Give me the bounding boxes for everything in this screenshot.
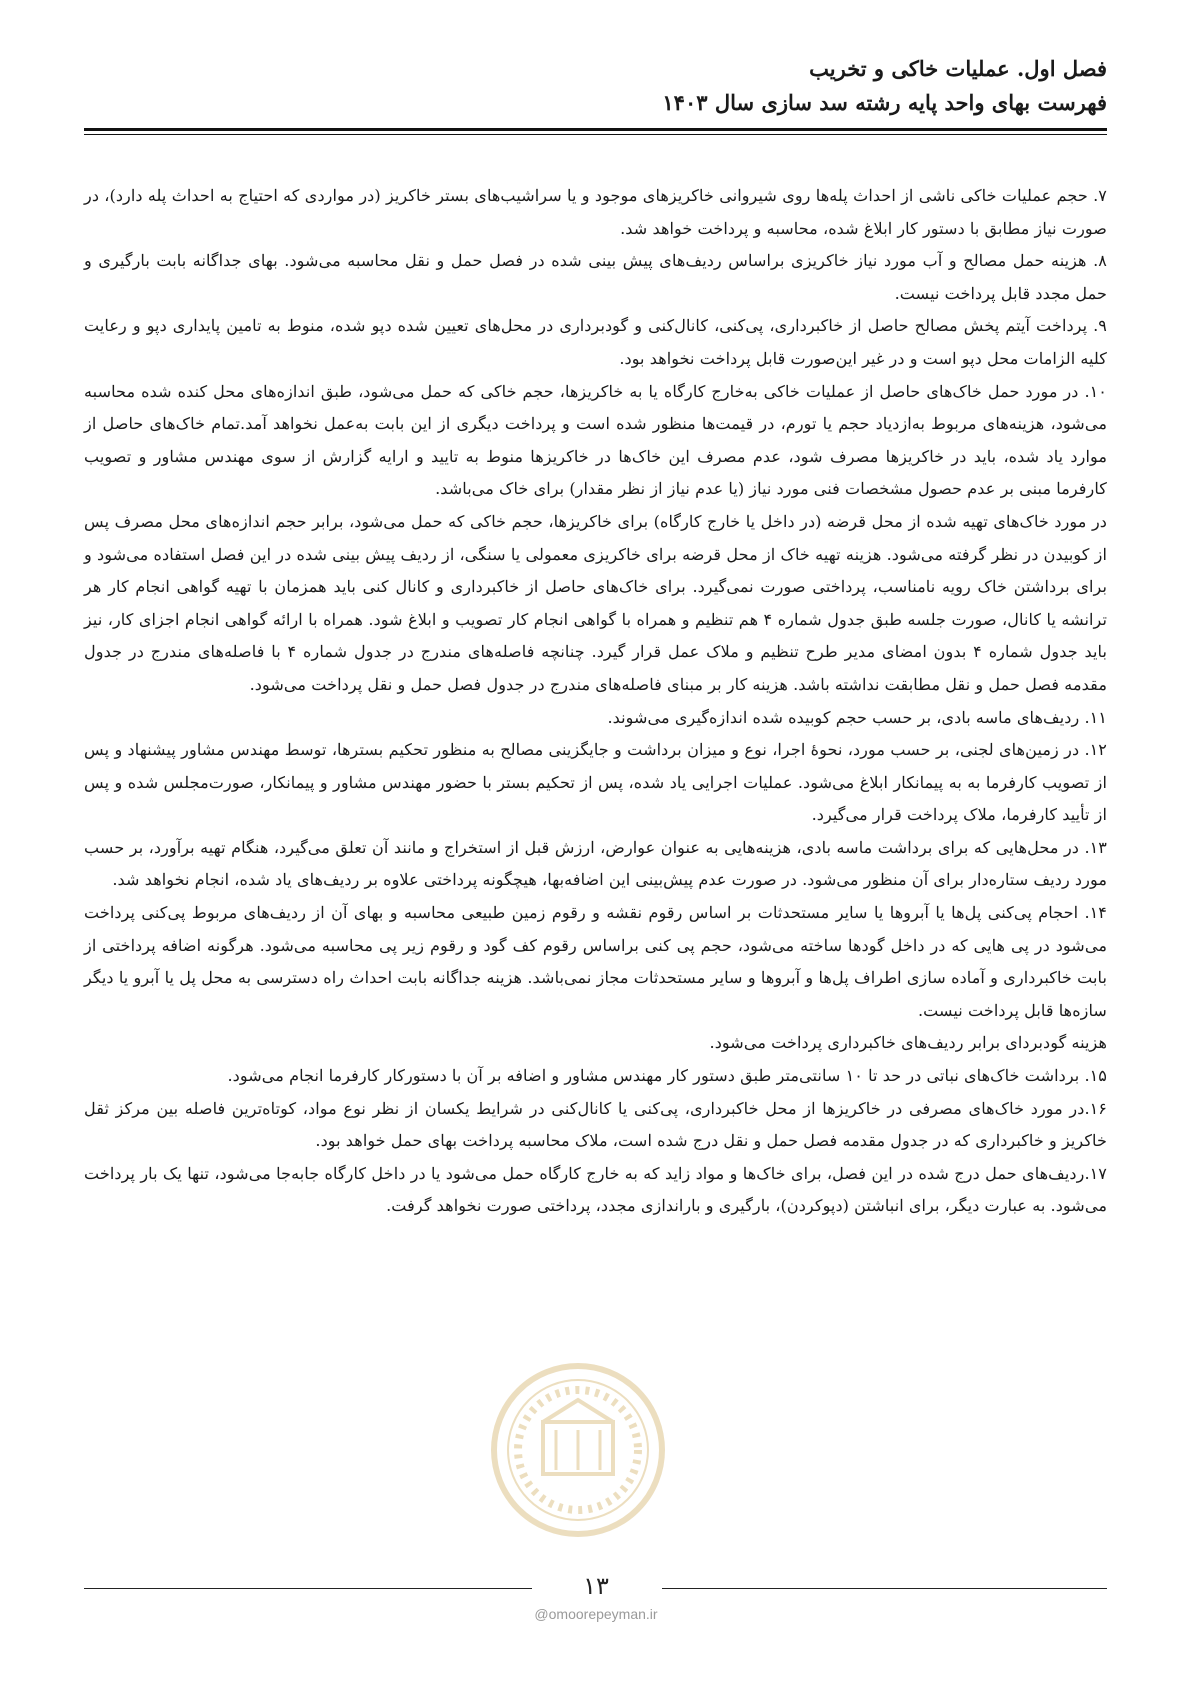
paragraph-8: ۸. هزینه حمل مصالح و آب مورد نیاز خاکریزی براساس ردیف‌های پیش بینی شده در فصل حمل و نقل محاسبه می‌شود. بهای جداگانه بابت بارگیری و حمل مجدد قابل پرداخت نیست.: [84, 251, 1107, 303]
paragraph-14-excavation-cost: هزینه گودبردای برابر ردیف‌های خاکبرداری پرداخت می‌شود.: [709, 1033, 1107, 1053]
footer-rule-left: [84, 1588, 532, 1589]
paragraph-10-borrow-pit: در مورد خاک‌های تهیه شده از محل قرضه (در داخل یا خارج کارگاه) برای خاکریزها، حجم خاکی که حمل می‌شود، برابر حجم اندازه‌های محل مصرف پس از کوبیدن در نظر گرفته می‌شود. هزینه تهیه خاک از محل قرضه برای خاکریزی معمولی یا سنگی، از ردیف پیش بینی شده در این فصل استفاده می‌شود و برای برداشتن خاک رویه نامناسب، پرداختی صورت نمی‌گیرد. برای خاک‌های حاصل از خاکبرداری و کانال کنی باید همزمان با تهیه گواهی انجام کار هر ترانشه یا کانال، صورت جلسه طبق جدول شماره ۴ هم تنظیم و همراه با گواهی انجام کار تصویب و ابلاغ شود. همراه با ارائه گواهی انجام اجزای کار، نیز باید جدول شماره ۴ بدون امضای مدیر طرح تنظیم و ملاک عمل قرار گیرد. چنانچه فاصله‌های مندرج در جدول شماره ۴ با فاصله‌های مندرج در جدول مقدمه فصل حمل و نقل مطابقت نداشته باشد. هزینه کار بر مبنای فاصله‌های مندرج در جدول فصل حمل و نقل پرداخت می‌شود.: [84, 511, 1107, 694]
website-watermark: @omoorepeyman.ir: [534, 1606, 658, 1622]
header-rule-thin: [84, 134, 1107, 135]
footer-rule-right: [662, 1588, 1107, 1589]
paragraph-14: ۱۴. احجام پی‌کنی پل‌ها یا آبروها یا سایر مستحدثات بر اساس رقوم نقشه و رقوم زمین طبیعی محاسبه و بهای آن از ردیف‌های مربوط پی‌کنی پرداخت می‌شود در پی هایی که در داخل گودها ساخته می‌شود، حجم پی کنی براساس رقوم کف گود و رقوم زیر پی محاسبه می‌شود. هرگونه اضافه پرداختی از بابت خاکبرداری و آماده سازی اطراف پل‌ها و آبروها و سایر مستحدثات مجاز نمی‌باشد. هزینه جداگانه بابت احداث راه دسترسی به محل پل یا آبرو یا دیگر سازه‌ها قابل پرداخت نیست.: [84, 903, 1107, 1020]
page-number: ۱۳: [583, 1572, 609, 1600]
chapter-title: فصل اول. عملیات خاکی و تخریب: [809, 56, 1107, 81]
header-rule-thick: [84, 128, 1107, 131]
paragraph-17: ۱۷.ردیف‌های حمل درج شده در این فصل، برای خاک‌ها و مواد زاید که به خارج کارگاه حمل می‌شود یا در داخل کارگاه جابه‌جا می‌شود، تنها یک بار پرداخت می‌شود. به عبارت دیگر، برای انباشتن (دپوکردن)، بارگیری و باراندازی مجدد، پرداختی صورت نخواهد گرفت.: [84, 1163, 1107, 1216]
paragraph-7: ۷. حجم عملیات خاکی ناشی از احداث پله‌ها روی شیروانی خاکریزهای موجود و یا سراشیب‌های بستر خاکریز (در مواردی که احتیاج به احداث پله دارد)، در صورت نیاز مطابق با دستور کار ابلاغ شده، محاسبه و پرداخت خواهد شد.: [84, 186, 1107, 238]
seal-watermark-icon: [488, 1360, 668, 1540]
document-body: [84, 180, 1107, 1223]
paragraph-9: ۹. پرداخت آیتم پخش مصالح حاصل از خاکبرداری، پی‌کنی، کانال‌کنی و گودبرداری در محل‌های تعیین شده دپو شده، منوط به تامین پایداری دپو و رعایت کلیه الزامات محل دپو است و در غیر این‌صورت قابل پرداخت نخواهد بود.: [84, 316, 1107, 368]
page-header: [84, 52, 1107, 120]
price-list-title: فهرست بهای واحد پایه رشته سد سازی سال ۱۴۰۳: [662, 90, 1107, 115]
paragraph-13: ۱۳. در محل‌هایی که برای برداشت ماسه بادی، هزینه‌هایی به عنوان عوارض، ارزش قبل از استخراج و مانند آن تعلق می‌گیرد، هنگام تهیه برآورد، بر حسب مورد ردیف ستاره‌دار برای آن منظور می‌شود. در صورت عدم پیش‌بینی این اضافه‌بها، هیچگونه پرداختی علاوه بر ردیف‌های یاد شده، انجام نخواهد شد.: [84, 837, 1107, 890]
paragraph-12: ۱۲. در زمین‌های لجنی، بر حسب مورد، نحوهٔ اجرا، نوع و میزان برداشت و جایگزینی مصالح به منظور تحکیم بسترها، توسط مهندس مشاور پیشنهاد و پس از تصویب کارفرما به به پیمانکار ابلاغ می‌شود. عملیات اجرایی یاد شده، پس از تحکیم بستر با حضور مهندس مشاور و پیمانکار، صورت‌مجلس شده و پس از تأیید کارفرما، ملاک پرداخت قرار می‌گیرد.: [84, 740, 1107, 825]
paragraph-10: ۱۰. در مورد حمل خاک‌های حاصل از عملیات خاکی به‌خارج کارگاه یا به خاکریزها، حجم خاکی که حمل می‌شود، طبق اندازه‌های محل کنده شده محاسبه می‌شود، هزینه‌های مربوط به‌ازدیاد حجم یا تورم، در قیمت‌ها منظور شده است و پرداخت دیگری از این بابت به‌عمل نخواهد آمد.تمام خاک‌های حاصل از موارد یاد شده، باید در خاکریزها مصرف شود، عدم مصرف این خاک‌ها در خاکریزها منوط به تایید و ارایه گزارش از سوی مهندس مشاور و تصویب کارفرما مبنی بر عدم حصول مشخصات فنی مورد نیاز (یا عدم نیاز از نظر مقدار) برای خاک می‌باشد.: [84, 381, 1107, 499]
paragraph-15: ۱۵. برداشت خاک‌های نباتی در حد تا ۱۰ سانتی‌متر طبق دستور کار مهندس مشاور و اضافه بر آن با دستورکار کارفرما انجام می‌شود.: [227, 1066, 1107, 1086]
paragraph-11: ۱۱. ردیف‌های ماسه بادی، بر حسب حجم کوبیده شده اندازه‌گیری می‌شوند.: [607, 707, 1107, 727]
paragraph-16: ۱۶.در مورد خاک‌های مصرفی در خاکریزها از محل خاکبرداری، پی‌کنی یا کانال‌کنی در شرایط یکسان از نظر نوع مواد، کوتاه‌ترین فاصله بین مرکز ثقل خاکریز و خاکبرداری که در جدول مقدمه فصل حمل و نقل درج شده است، ملاک محاسبه پرداخت بهای حمل خواهد بود.: [84, 1098, 1107, 1151]
